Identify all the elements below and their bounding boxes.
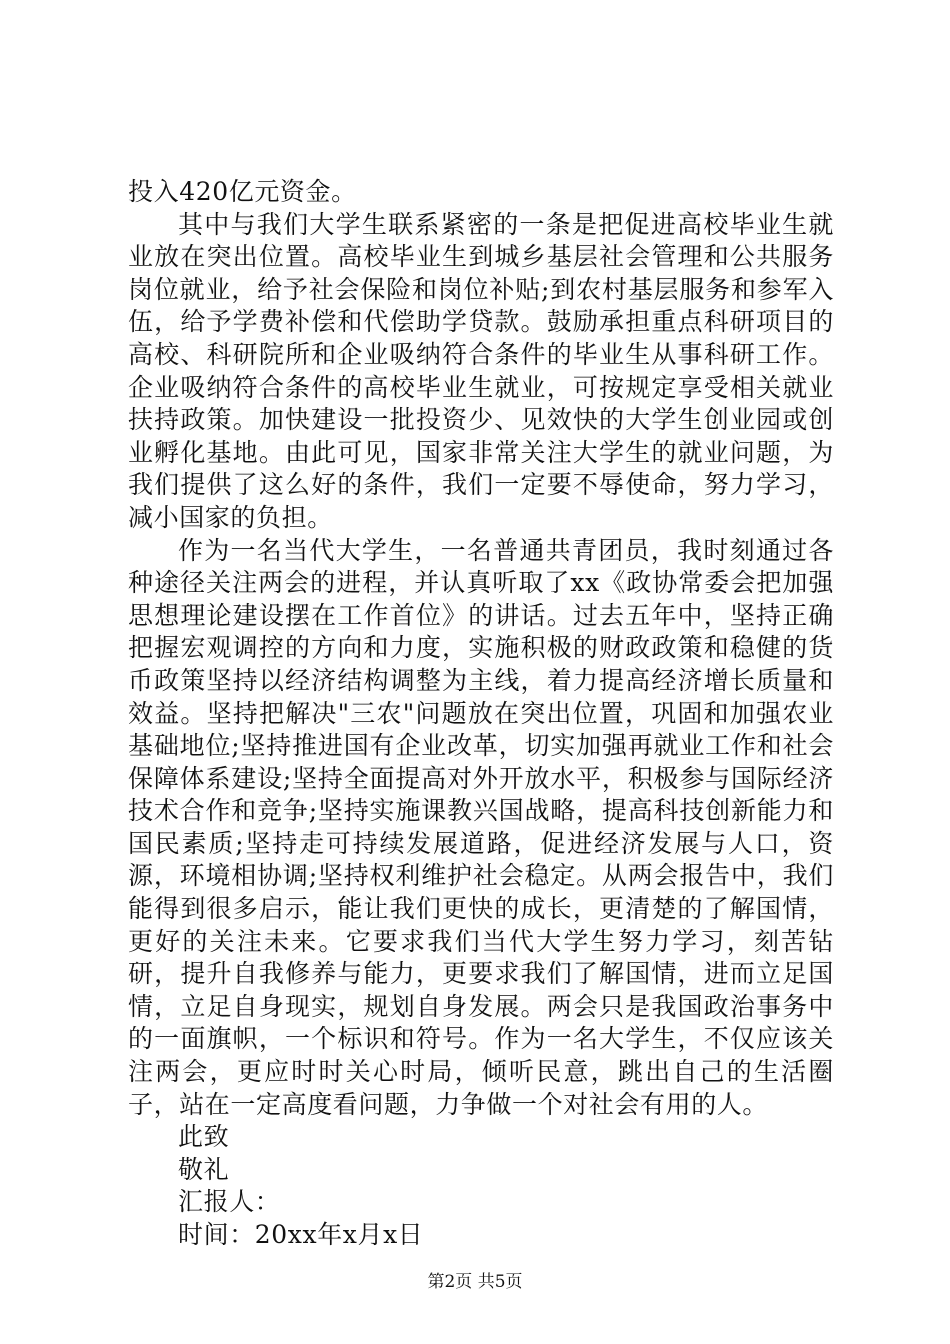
closing-date: 时间：20xx年x月x日: [178, 1220, 424, 1249]
paragraph-two-sessions: 作为一名当代大学生，一名普通共青团员，我时刻通过各种途径关注两会的进程，并认真听取了xx《政协常委会把加强思想理论建设摆在工作首位》的讲话。过去五年中，坚持正确把握宏观调控的方向和力度，实施积极的财政政策和稳健的货币政策坚持以经济结构调整为主线，着力提高经济增长质量和效益。坚持把解决"三农"问题放在突出位置，巩固和加强农业基础地位;坚持推进国有企业改革，切实加强再就业工作和社会保障体系建设;坚持全面提高对外开放水平，积极参与国际经济技术合作和竞争;坚持实施课教兴国战略，提高科技创新能力和国民素质;坚持走可持续发展道路，促进经济发展与人口，资源，环境相协调;坚持权利维护社会稳定。从两会报告中，我们能得到很多启示，能让我们更快的成长，更清楚的了解国情，更好的关注未来。它要求我们当代大学生努力学习，刻苦钻研，提升自我修养与能力，更要求我们了解国情，进而立足国情，立足自身现实，规划自身发展。两会只是我国政治事务中的一面旗帜，一个标识和符号。作为一名大学生，不仅应该关注两会，更应时时关心时局，倾听民意，跳出自己的生活圈子，站在一定高度看问题，力争做一个对社会有用的人。: [128, 535, 834, 1119]
document-body: [128, 176, 834, 1252]
closing-salutation: 此致: [178, 1122, 230, 1152]
closing-regards: 敬礼: [178, 1154, 230, 1184]
closing-reporter: 汇报人：: [178, 1187, 281, 1217]
paragraph-intro: 投入420亿元资金。: [128, 177, 357, 206]
paragraph-employment: 其中与我们大学生联系紧密的一条是把促进高校毕业生就业放在突出位置。高校毕业生到城乡基层社会管理和公共服务岗位就业，给予社会保险和岗位补贴;到农村基层服务和参军入伍，给予学费补偿和代偿助学贷款。鼓励承担重点科研项目的高校、科研院所和企业吸纳符合条件的毕业生从事科研工作。企业吸纳符合条件的高校毕业生就业，可按规定享受相关就业扶持政策。加快建设一批投资少、见效快的大学生创业园或创业孵化基地。由此可见，国家非常关注大学生的就业问题，为我们提供了这么好的条件，我们一定要不辱使命，努力学习，减小国家的负担。: [128, 209, 834, 532]
page-number-label: 第2页 共5页: [427, 1272, 523, 1292]
page-footer: [0, 1271, 950, 1293]
